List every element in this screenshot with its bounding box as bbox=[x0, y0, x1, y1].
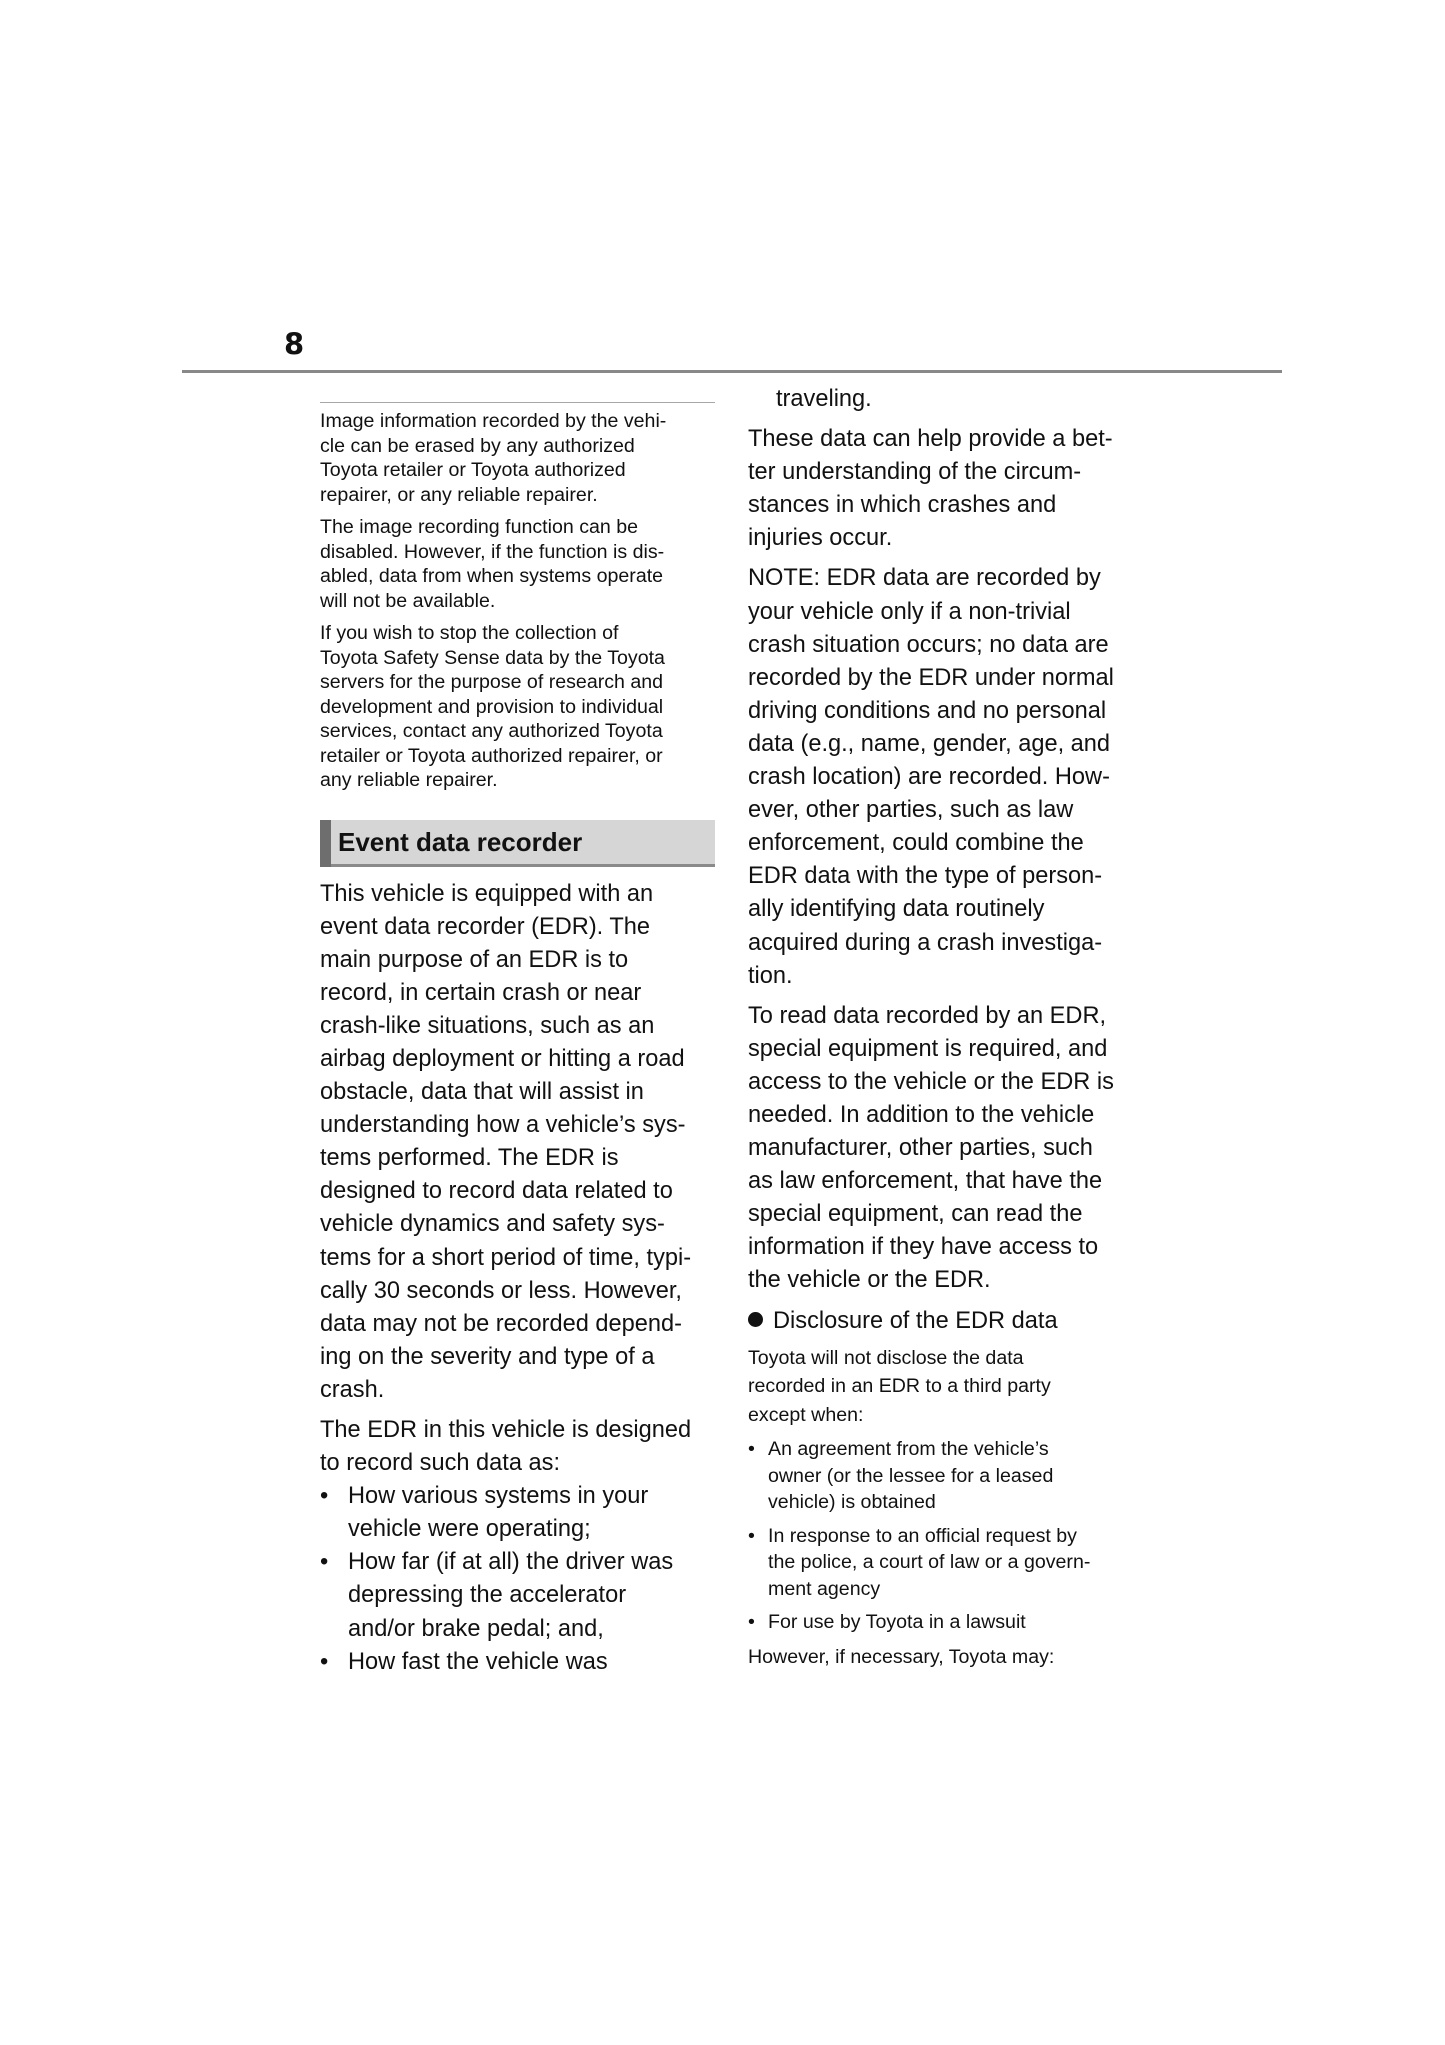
help-paragraph: These data can help provide a bet- ter understanding of the circum- stances in which crashes and injuries occur. bbox=[748, 426, 1113, 552]
left-top-divider bbox=[320, 402, 715, 403]
bullet-marker: • bbox=[320, 1483, 329, 1510]
disclosure-paragraph: Toyota will not disclose the data recorded in an EDR to a third party except when: bbox=[748, 1346, 1051, 1426]
section-heading-bar bbox=[320, 820, 331, 867]
closing-line: However, if necessary, Toyota may: bbox=[748, 1645, 1055, 1668]
header-rule bbox=[182, 370, 1282, 373]
disclosure-heading: Disclosure of the EDR data bbox=[748, 1305, 1148, 1338]
read-data-paragraph: To read data recorded by an EDR, special equipment is required, and access to the vehicle or the EDR is needed. In addition to the vehicle manufacturer, other parties, such as law enforcement, that have the special equipment, can read the information if they have access to the vehicle or the EDR. bbox=[748, 1002, 1114, 1294]
list-item: • In response to an official request by the police, a court of law or a govern- ment agency bbox=[748, 1524, 1091, 1600]
left-column bbox=[320, 400, 715, 1679]
bullet-marker: • bbox=[748, 1611, 755, 1634]
list-item: • An agreement from the vehicle’s owner (or the lessee for a leased vehicle) is obtained bbox=[748, 1438, 1054, 1514]
bullet-marker: • bbox=[320, 1549, 329, 1576]
continuation-text: traveling. bbox=[776, 386, 872, 412]
list-item: • For use by Toyota in a lawsuit bbox=[748, 1609, 1148, 1636]
bullet-marker: • bbox=[748, 1438, 755, 1461]
edr-designed-paragraph: The EDR in this vehicle is designed to record such data as: bbox=[320, 1417, 692, 1477]
bullet-marker: • bbox=[748, 1524, 755, 1547]
right-column bbox=[748, 383, 1148, 1678]
disclosure-list bbox=[748, 1436, 1148, 1636]
stop-collection-paragraph: If you wish to stop the collection of Toyota Safety Sense data by the Toyota servers for the purpose of research and development and provision to individual services, contact any authorized Toyota retailer or Toyota authorized repairer, or any reliable repairer. bbox=[320, 622, 665, 791]
edr-intro-paragraph: This vehicle is equipped with an event data recorder (EDR). The main purpose of an EDR is to record, in certain crash or near crash-like situations, such as an airbag deployment or hitting a road obstacle, data that will assist in understanding how a vehicle’s sys- tems performed. The EDR is designed to record data related to vehicle dynamics and safety sys- tems for a short period of time, typi- cally 30 seconds or less. However, data may not be recorded depend- ing on the severity and type of a crash. bbox=[320, 880, 692, 1403]
image-disable-paragraph: The image recording function can be disabled. However, if the function is dis- abled, data from when systems operate will not be available. bbox=[320, 516, 665, 612]
filled-circle-icon bbox=[748, 1312, 763, 1327]
list-item: • How far (if at all) the driver was depressing the accelerator and/or brake pedal; and, bbox=[320, 1546, 715, 1645]
image-erase-paragraph: Image information recorded by the vehi- cle can be erased by any authorized Toyota retailer or Toyota authorized repairer, or any reliable repairer. bbox=[320, 410, 667, 506]
section-heading bbox=[320, 820, 715, 867]
list-item: • How fast the vehicle was bbox=[320, 1646, 715, 1679]
list-item: • How various systems in your vehicle were operating; bbox=[320, 1480, 715, 1546]
note-paragraph: NOTE: EDR data are recorded by your vehicle only if a non-trivial crash situation occurs; no data are recorded by the EDR under normal driving conditions and no personal data (e.g., name, gender, age, and crash location) are recorded. How- ever, other parties, such as law enforcement, could combine the EDR data with the type of person- ally identifying data routinely acquired during a crash investiga- tion. bbox=[748, 565, 1114, 989]
page-number: 8 bbox=[284, 327, 305, 361]
section-title: Event data recorder bbox=[338, 826, 583, 857]
edr-data-list bbox=[320, 1480, 715, 1679]
bullet-marker: • bbox=[320, 1648, 329, 1675]
